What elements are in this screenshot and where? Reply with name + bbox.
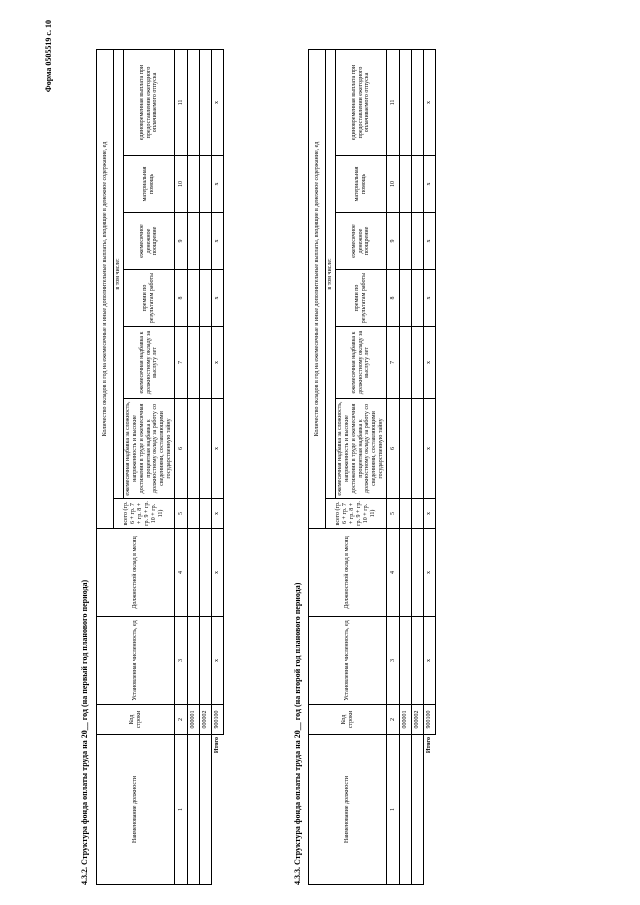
col-number: 3: [387, 617, 400, 705]
position-cell: [400, 735, 412, 885]
col10-header: материальная помощь: [123, 156, 174, 213]
col8-header: премии по результатам работы: [335, 270, 386, 327]
cross-cell: х: [212, 270, 224, 327]
staff-cell: [400, 617, 412, 705]
col7-header: ежемесячная надбавка к должностному окладу за выслугу лет: [335, 327, 386, 399]
cross-cell: х: [212, 213, 224, 270]
value-cell: [200, 213, 212, 270]
code-cell: 000002: [412, 705, 424, 735]
total-header: всего (гр. 6 + гр. 7 + гр. 8 + гр. 9 + гр. 10 + гр. 11): [114, 499, 175, 529]
value-cell: [200, 49, 212, 155]
col7-header: ежемесячная надбавка к должностному окладу за выслугу лет: [123, 327, 174, 399]
table2-caption: 4.3.3. Структура фонда оплаты труда на 20__ год (на второй год планового периода): [293, 582, 302, 885]
value-cell: [412, 156, 424, 213]
total-cell: [188, 499, 200, 529]
cross-cell: х: [424, 270, 436, 327]
col-number: 11: [387, 49, 400, 155]
value-cell: [400, 327, 412, 399]
total-cell: [200, 499, 212, 529]
col-number: 2: [387, 705, 400, 735]
col-number: 8: [175, 270, 188, 327]
total-row: [212, 49, 224, 884]
cross-cell: х: [212, 49, 224, 155]
code-cell: 000001: [400, 705, 412, 735]
cross-cell: х: [424, 49, 436, 155]
col10-header: материальная помощь: [335, 156, 386, 213]
table2: [308, 49, 436, 885]
value-cell: [412, 399, 424, 499]
cross-cell: х: [424, 327, 436, 399]
position-name-header: Наименование должности: [309, 735, 387, 885]
col-number: 7: [387, 327, 400, 399]
col9-header: ежемесячное денежное поощрение: [335, 213, 386, 270]
total-cell: [412, 499, 424, 529]
salary-cell: [400, 529, 412, 617]
value-cell: [200, 270, 212, 327]
salary-header: Должностной оклад в месяц: [97, 529, 175, 617]
col-number: 10: [175, 156, 188, 213]
col-number: 3: [175, 617, 188, 705]
table-row: [188, 49, 200, 884]
cross-cell: х: [424, 399, 436, 499]
cross-cell: х: [212, 617, 224, 705]
col-number: 4: [175, 529, 188, 617]
cross-cell: х: [424, 213, 436, 270]
value-cell: [188, 399, 200, 499]
col-number: 9: [175, 213, 188, 270]
value-cell: [412, 270, 424, 327]
value-cell: [188, 270, 200, 327]
value-cell: [200, 399, 212, 499]
value-cell: [400, 399, 412, 499]
col6-header: ежемесячная надбавка за сложность, напряженность и высокие достижения в труде и ежемесячная процентная надбавка к должностному окладу за работу со сведениями, составляющими государственную тайну: [123, 399, 174, 499]
cross-cell: х: [212, 327, 224, 399]
table-row: [200, 49, 212, 884]
col-number: 9: [387, 213, 400, 270]
col11-header: единовременная выплата при предоставлении ежегодного оплачиваемого отпуска: [335, 49, 386, 155]
total-label: Итого: [214, 737, 221, 754]
value-cell: [188, 327, 200, 399]
value-cell: [188, 213, 200, 270]
quantity-group-header: Количество окладов в год на ежемесячные и иные дополнительные выплаты, входящие в денежное содержание, ед: [97, 49, 114, 528]
including-header: в том числе:: [114, 49, 124, 498]
cross-cell: х: [424, 499, 436, 529]
cross-cell: х: [212, 399, 224, 499]
value-cell: [400, 156, 412, 213]
cross-cell: х: [212, 156, 224, 213]
staff-cell: [200, 617, 212, 705]
staff-cell: [412, 617, 424, 705]
table1: [96, 49, 224, 885]
col11-header: единовременная выплата при предоставлении ежегодного оплачиваемого отпуска: [123, 49, 174, 155]
value-cell: [400, 213, 412, 270]
staff-cell: [188, 617, 200, 705]
row-code-header: Код строки: [309, 705, 387, 735]
value-cell: [412, 327, 424, 399]
code-cell: 900100: [424, 705, 436, 735]
value-cell: [200, 156, 212, 213]
salary-cell: [200, 529, 212, 617]
staff-count-header: Установленная численность, ед: [97, 617, 175, 705]
value-cell: [412, 213, 424, 270]
table-row: [400, 49, 412, 884]
cross-cell: х: [424, 529, 436, 617]
value-cell: [200, 327, 212, 399]
col-number: 7: [175, 327, 188, 399]
salary-cell: [188, 529, 200, 617]
col-number: 2: [175, 705, 188, 735]
col-number: 6: [175, 399, 188, 499]
total-cell: [400, 499, 412, 529]
table1-caption: 4.3.2. Структура фонда оплаты труда на 20__ год (на первый год планового периода): [80, 579, 89, 885]
staff-count-header: Установленная численность, ед: [309, 617, 387, 705]
including-header: в том числе:: [326, 49, 336, 498]
row-code-header: Код строки: [97, 705, 175, 735]
code-cell: 000002: [200, 705, 212, 735]
value-cell: [400, 49, 412, 155]
position-name-header: Наименование должности: [97, 735, 175, 885]
value-cell: [400, 270, 412, 327]
col6-header: ежемесячная надбавка за сложность, напряженность и высокие достижения в труде и ежемесячная процентная надбавка к должностному окладу за работу со сведениями, составляющими государственную тайну: [335, 399, 386, 499]
total-row: [424, 49, 436, 884]
col-number: 6: [387, 399, 400, 499]
cross-cell: х: [424, 156, 436, 213]
value-cell: [412, 49, 424, 155]
code-cell: 000001: [188, 705, 200, 735]
col-number: 8: [387, 270, 400, 327]
value-cell: [188, 49, 200, 155]
col-number: 1: [175, 735, 188, 885]
position-cell: [412, 735, 424, 885]
code-cell: 900100: [212, 705, 224, 735]
col-number: 5: [175, 499, 188, 529]
col-number: 10: [387, 156, 400, 213]
table-row: [412, 49, 424, 884]
total-label: Итого: [426, 737, 433, 754]
col-number: 5: [387, 499, 400, 529]
total-header: всего (гр. 6 + гр. 7 + гр. 8 + гр. 9 + гр. 10 + гр. 11): [326, 499, 387, 529]
form-number: Форма 0505519 с. 10: [44, 20, 53, 93]
value-cell: [188, 156, 200, 213]
position-cell: [200, 735, 212, 885]
salary-header: Должностной оклад в месяц: [309, 529, 387, 617]
col9-header: ежемесячное денежное поощрение: [123, 213, 174, 270]
col8-header: премии по результатам работы: [123, 270, 174, 327]
col-number: 11: [175, 49, 188, 155]
cross-cell: х: [424, 617, 436, 705]
salary-cell: [412, 529, 424, 617]
cross-cell: х: [212, 529, 224, 617]
quantity-group-header: Количество окладов в год на ежемесячные и иные дополнительные выплаты, входящие в денежное содержание, ед: [309, 49, 326, 528]
position-cell: [188, 735, 200, 885]
col-number: 4: [387, 529, 400, 617]
col-number: 1: [387, 735, 400, 885]
cross-cell: х: [212, 499, 224, 529]
